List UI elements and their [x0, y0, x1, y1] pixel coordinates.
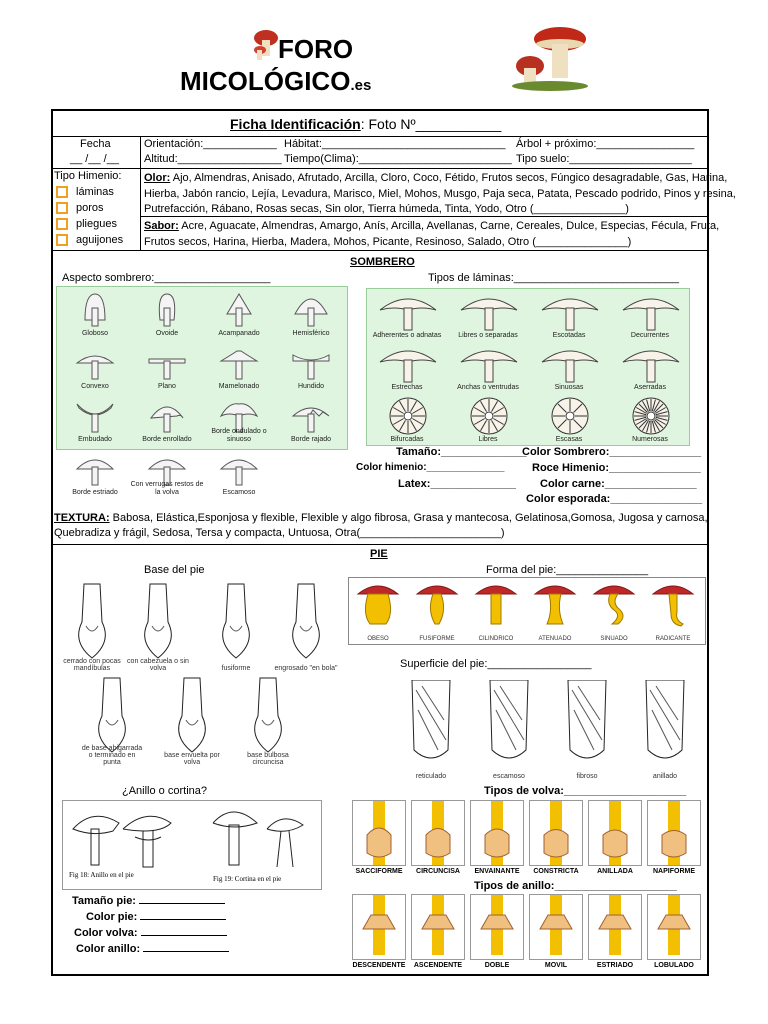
- superficie-field[interactable]: Superficie del pie:_________________: [400, 658, 592, 670]
- volva-tile: [470, 800, 524, 875]
- stem-base-caption: de base abigarrada o terminado en punta: [81, 745, 143, 766]
- sabor-line1: Sabor: Acre, Aguacate, Almendras, Amargo, Anís, Arcilla, Avellanas, Carne, Cereales, Dulce, Especias, Fécula, Fruta,: [144, 220, 720, 232]
- gill-type-icon: [621, 292, 681, 332]
- gill-type-caption: Estrechas: [391, 384, 423, 391]
- cap-shape-icon: [219, 343, 259, 383]
- stem-base-figure: [160, 676, 224, 766]
- stem-surface-caption: anillado: [652, 773, 678, 780]
- forma-pie-field[interactable]: Forma del pie:_______________: [486, 564, 649, 576]
- cap-shape-caption: Hemisférico: [292, 330, 330, 337]
- stem-shape-figure: [468, 580, 524, 642]
- gill-type-icon: [459, 344, 519, 384]
- stem-shape-icon: [527, 580, 583, 630]
- stem-surface-caption: reticulado: [415, 773, 447, 780]
- volva-icon: [530, 801, 582, 865]
- gill-type-item: [613, 342, 687, 392]
- cap-shape-caption: Mamelonado: [218, 383, 260, 390]
- cap-shape-icon: [75, 343, 115, 383]
- stem-shape-caption: ATENUADO: [538, 636, 572, 642]
- stem-shape-caption: FUSIFORME: [419, 636, 455, 642]
- himenio-option-poros[interactable]: poros: [56, 202, 104, 214]
- cap-shape-icon: [291, 343, 331, 383]
- laminas-field[interactable]: Tipos de láminas:___________________________: [428, 272, 679, 284]
- ring-caption: ESTRIADO: [596, 962, 634, 969]
- volva-icon: [353, 801, 405, 865]
- gill-type-item: [532, 342, 606, 392]
- color-volva-field[interactable]: Color volva:: [74, 927, 227, 939]
- stem-shape-caption: OBESO: [367, 636, 389, 642]
- volva-tile: [352, 800, 406, 875]
- checkbox-icon: [56, 186, 68, 198]
- gill-type-icon: [459, 292, 519, 332]
- form-title: Ficha Identificación: Foto Nº___________: [230, 116, 502, 132]
- gill-type-icon: [540, 344, 600, 384]
- gill-type-caption: Aserradas: [634, 384, 666, 391]
- stem-shape-icon: [350, 580, 406, 630]
- cap-shape-item: [58, 394, 132, 444]
- volva-caption: NAPIFORME: [653, 868, 695, 875]
- latex-field[interactable]: Latex:______________: [398, 478, 517, 490]
- color-himenio-field[interactable]: Color himenio:______________: [356, 462, 505, 473]
- cap-shape-item: [274, 288, 348, 338]
- gill-type-caption: Numerosas: [632, 436, 668, 443]
- tiempo-field[interactable]: Tiempo(Clima):_________________________: [284, 153, 512, 165]
- gill-type-icon: [621, 344, 681, 384]
- cap-shape-icon: [75, 449, 115, 489]
- gill-type-item: [370, 342, 444, 392]
- stem-surface-icon: [476, 680, 542, 768]
- ring-icon: [589, 895, 641, 955]
- gill-type-caption: Anchas o ventrudas: [457, 384, 519, 391]
- checkbox-icon: [56, 218, 68, 230]
- gill-type-item: [613, 290, 687, 340]
- cap-shape-caption: Con verrugas restos de la volva: [130, 481, 204, 496]
- logo-line1: FORO: [278, 34, 354, 64]
- volva-caption: CONSTRICTA: [533, 868, 579, 875]
- cap-shape-item: [202, 341, 276, 391]
- arbol-field[interactable]: Árbol + próximo:________________: [516, 138, 695, 150]
- cap-shape-item: [130, 341, 204, 391]
- gill-radial-icon: [378, 396, 438, 436]
- gill-type-caption: Libres: [478, 436, 498, 443]
- gill-type-caption: Sinuosas: [554, 384, 584, 391]
- ring-curtain-panel: [62, 800, 322, 890]
- stem-base-icon: [60, 582, 124, 660]
- cap-shape-item: [274, 394, 348, 444]
- cap-shape-caption: Borde estriado: [72, 489, 118, 496]
- ring-icon: [353, 895, 405, 955]
- ring-caption: ASCENDENTE: [413, 962, 463, 969]
- himenio-option-laminas[interactable]: láminas: [56, 186, 114, 198]
- fecha-label: Fecha: [80, 138, 111, 150]
- cap-shape-item: [274, 341, 348, 391]
- volva-field[interactable]: Tipos de volva:____________________: [484, 785, 687, 797]
- ring-tile: [411, 894, 465, 969]
- stem-base-caption: cerrado con pocas mandíbulas: [63, 658, 121, 672]
- stem-base-caption: fusiforme: [221, 665, 251, 672]
- gill-type-item: [451, 290, 525, 340]
- stem-base-caption: engrosado "en bola": [274, 665, 338, 672]
- gill-type-icon: [378, 292, 438, 332]
- ring-caption: DOBLE: [484, 962, 510, 969]
- habitat-field[interactable]: Hábitat:______________________________: [284, 138, 506, 150]
- cap-shape-caption: Embudado: [78, 436, 112, 443]
- tamano-field[interactable]: Tamaño:______________: [396, 446, 527, 458]
- gill-type-icon: [378, 344, 438, 384]
- fig18-caption: Fig 18: Anillo en el pie: [69, 871, 134, 879]
- cap-shape-icon: [147, 290, 187, 330]
- cap-shape-caption: Globoso: [81, 330, 109, 337]
- stem-surface-caption: escamoso: [493, 773, 525, 780]
- stem-base-caption: con cabezuela o sin volva: [127, 658, 189, 672]
- ring-caption: DESCENDENTE: [352, 962, 406, 969]
- ring-tile: [529, 894, 583, 969]
- cap-shape-icon: [75, 290, 115, 330]
- altitud-field[interactable]: Altitud:_________________: [144, 153, 282, 165]
- checkbox-icon: [56, 234, 68, 246]
- cap-shape-icon: [219, 449, 259, 489]
- cap-shape-icon: [291, 290, 331, 330]
- ring-tile: [352, 894, 406, 969]
- volva-caption: ENVAINANTE: [474, 868, 520, 875]
- volva-icon: [471, 801, 523, 865]
- cap-shape-item: [202, 394, 276, 444]
- stem-surface-caption: fibroso: [576, 773, 598, 780]
- stem-base-icon: [236, 676, 300, 754]
- stem-base-figure: [126, 582, 190, 672]
- ring-icon: [648, 895, 700, 955]
- cap-shape-item: [130, 447, 204, 497]
- cap-shape-item: [58, 341, 132, 391]
- volva-icon: [589, 801, 641, 865]
- gill-type-caption: Libres o separadas: [458, 332, 518, 339]
- olor-line1: Olor: Ajo, Almendras, Anisado, Afrutado, Arcilla, Cloro, Coco, Fétido, Frutos secos, Fúngico desagradable, Gas, Harina,: [144, 172, 728, 184]
- stem-shape-caption: SINUADO: [600, 636, 628, 642]
- stem-shape-caption: RADICANTE: [655, 636, 691, 642]
- cap-shape-item: [130, 288, 204, 338]
- cap-shape-item: [202, 288, 276, 338]
- gill-type-caption: Escasas: [555, 436, 583, 443]
- cap-shape-caption: Convexo: [81, 383, 109, 390]
- stem-base-figure: [80, 676, 144, 766]
- olor-line3: Putrefacción, Rábano, Rosas secas, Sin olor, Tierra húmeda, Tinta, Yodo, Otro (_______________): [144, 203, 629, 215]
- stem-shape-figure: [645, 580, 701, 642]
- himenio-option-pliegues[interactable]: pliegues: [56, 218, 117, 230]
- color-pie-field[interactable]: Color pie:: [86, 911, 226, 923]
- stem-base-figure: [236, 676, 300, 766]
- stem-base-figure: [274, 582, 338, 672]
- stem-surface-figure: [398, 680, 464, 780]
- sabor-line2: Frutos secos, Harina, Hierba, Madera, Mohos, Picante, Resinoso, Salado, Otro (_______________): [144, 236, 632, 248]
- color-esporada-field[interactable]: Color esporada:_______________: [526, 493, 703, 505]
- cap-shape-caption: Ovoide: [155, 330, 179, 337]
- cap-shape-caption: Plano: [158, 383, 176, 390]
- fig19-caption: Fig 19: Cortina en el pie: [213, 875, 282, 883]
- stem-base-icon: [80, 676, 144, 754]
- cap-shape-caption: Borde rajado: [290, 436, 332, 443]
- stem-base-figure: [60, 582, 124, 672]
- volva-tile: [411, 800, 465, 875]
- ring-tile: [647, 894, 701, 969]
- roce-himenio-field[interactable]: Roce Himenio:_______________: [532, 462, 701, 474]
- stem-surface-figure: [554, 680, 620, 780]
- gill-type-item: [532, 290, 606, 340]
- cap-shape-caption: Escamoso: [222, 489, 256, 496]
- stem-surface-icon: [632, 680, 698, 768]
- stem-base-icon: [160, 676, 224, 754]
- textura-line1: TEXTURA: Babosa, Elástica,Esponjosa y flexible, Flexible y algo fibrosa, Grasa y mantecosa, Gelatinosa,Gomosa, Jugosa y carnosa,: [54, 512, 708, 524]
- stem-shape-figure: [409, 580, 465, 642]
- textura-line2: Quebradiza y frágil, Sedosa, Tersa y compacta, Untuosa, Otra(_______________________): [54, 527, 505, 539]
- ring-tile: [470, 894, 524, 969]
- fecha-value[interactable]: __ /__ /__: [70, 153, 119, 165]
- stem-surface-figure: [476, 680, 542, 780]
- gill-type-item: [451, 394, 525, 444]
- stem-shape-caption: CILINDRICO: [478, 636, 514, 642]
- suelo-field[interactable]: Tipo suelo:____________________: [516, 153, 692, 165]
- volva-tile: [588, 800, 642, 875]
- ring-caption: MOVIL: [544, 962, 568, 969]
- volva-icon: [648, 801, 700, 865]
- cap-shape-item: [202, 447, 276, 497]
- stem-surface-figure: [632, 680, 698, 780]
- checkbox-icon: [56, 202, 68, 214]
- gill-type-item: [613, 394, 687, 444]
- tamano-pie-field[interactable]: Tamaño pie:: [72, 895, 225, 907]
- stem-surface-icon: [398, 680, 464, 768]
- cap-shape-caption: Hundido: [297, 383, 325, 390]
- cap-shape-icon: [219, 290, 259, 330]
- cap-shape-icon: [147, 343, 187, 383]
- stem-shape-figure: [350, 580, 406, 642]
- stem-shape-icon: [586, 580, 642, 630]
- stem-base-icon: [274, 582, 338, 660]
- stem-shape-icon: [645, 580, 701, 630]
- ring-icon: [471, 895, 523, 955]
- himenio-title: Tipo Himenio:: [54, 170, 122, 182]
- cap-shape-caption: Acampanado: [218, 330, 260, 337]
- stem-shape-figure: [527, 580, 583, 642]
- stem-base-icon: [126, 582, 190, 660]
- gill-radial-icon: [621, 396, 681, 436]
- cap-shape-caption: Borde ondulado o sinuoso: [211, 428, 267, 443]
- gill-type-item: [451, 342, 525, 392]
- gill-type-item: [370, 394, 444, 444]
- stem-shape-icon: [409, 580, 465, 630]
- mushroom-group-icon: [510, 24, 590, 94]
- cap-shape-icon: [75, 396, 115, 436]
- color-sombrero-field[interactable]: Color Sombrero:_______________: [522, 446, 702, 458]
- stem-base-caption: base bulbosa circuncisa: [247, 752, 289, 766]
- ring-caption: LOBULADO: [654, 962, 694, 969]
- aspecto-field[interactable]: Aspecto sombrero:___________________: [62, 272, 271, 284]
- gill-type-caption: Decurrentes: [630, 332, 670, 339]
- color-carne-field[interactable]: Color carne:_______________: [540, 478, 697, 490]
- stem-base-caption: base envuelta por volva: [164, 752, 220, 766]
- cap-shape-icon: [147, 396, 187, 436]
- gill-type-caption: Escotadas: [552, 332, 586, 339]
- ring-icon: [530, 895, 582, 955]
- orientacion-field[interactable]: Orientación:____________: [144, 138, 277, 150]
- anillo-cortina-title: ¿Anillo o cortina?: [122, 785, 207, 797]
- himenio-option-aguijones[interactable]: aguijones: [56, 234, 123, 246]
- volva-icon: [412, 801, 464, 865]
- gill-type-item: [532, 394, 606, 444]
- ring-curtain-illustration-icon: [63, 801, 321, 875]
- gill-type-item: [370, 290, 444, 340]
- ring-icon: [412, 895, 464, 955]
- cap-shape-caption: Borde enrollado: [142, 436, 192, 443]
- volva-tile: [529, 800, 583, 875]
- base-pie-title: Base del pie: [144, 564, 205, 576]
- stem-surface-icon: [554, 680, 620, 768]
- anillo-tipos-field[interactable]: Tipos de anillo:____________________: [474, 880, 677, 892]
- volva-caption: SACCIFORME: [355, 868, 403, 875]
- ring-tile: [588, 894, 642, 969]
- stem-base-figure: [204, 582, 268, 672]
- gill-radial-icon: [459, 396, 519, 436]
- stem-shape-figure: [586, 580, 642, 642]
- cap-shape-item: [58, 288, 132, 338]
- gill-radial-icon: [540, 396, 600, 436]
- cap-shape-item: [130, 394, 204, 444]
- cap-shape-icon: [291, 396, 331, 436]
- color-anillo-field[interactable]: Color anillo:: [76, 943, 229, 955]
- volva-caption: ANILLADA: [597, 868, 633, 875]
- stem-shape-icon: [468, 580, 524, 630]
- sombrero-title: SOMBRERO: [350, 256, 415, 268]
- logo-line2: MICOLÓGICO.es: [180, 66, 372, 96]
- gill-type-caption: Adherentes o adnatas: [372, 332, 442, 339]
- stem-base-icon: [204, 582, 268, 660]
- cap-shape-item: [58, 447, 132, 497]
- pie-title: PIE: [370, 548, 388, 560]
- olor-line2: Hierba, Jabón rancio, Lejía, Levadura, Marisco, Miel, Mohos, Musgo, Paja seca, Patata, Pescado podrido, Pinos y resina,: [144, 188, 736, 200]
- gill-type-caption: Bifurcadas: [390, 436, 424, 443]
- gill-type-icon: [540, 292, 600, 332]
- volva-caption: CIRCUNCISA: [416, 868, 460, 875]
- volva-tile: [647, 800, 701, 875]
